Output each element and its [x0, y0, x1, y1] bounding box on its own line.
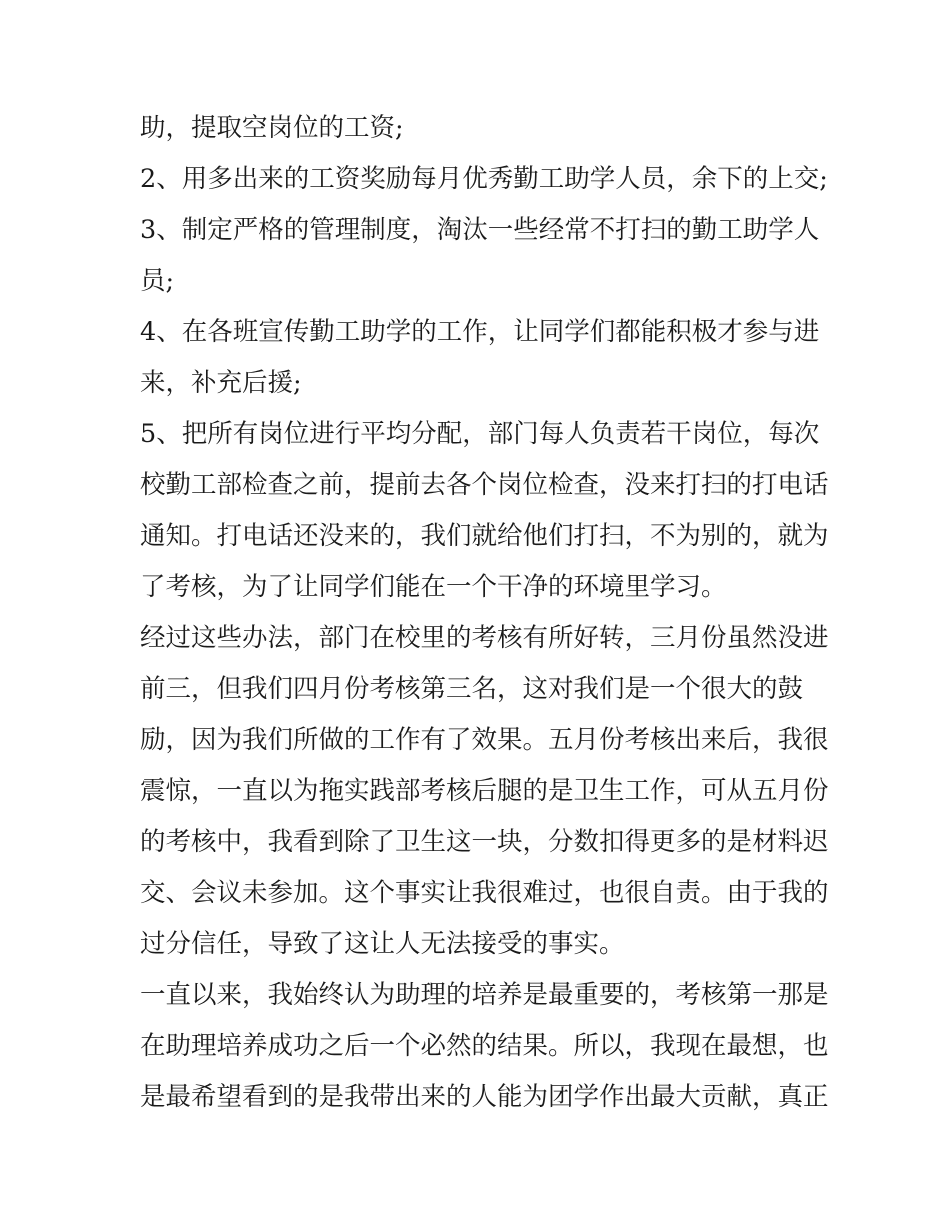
text-line: 通知。打电话还没来的，我们就给他们打扫，不为别的，就为: [140, 521, 829, 551]
text-line: 来，补充后援;: [140, 368, 302, 398]
document-body: [140, 103, 830, 1123]
text-line: 前三，但我们四月份考核第三名，这对我们是一个很大的鼓: [140, 674, 804, 704]
text-line: 助，提取空岗位的工资;: [140, 113, 404, 143]
text-line: 交、会议未参加。这个事实让我很难过，也很自责。由于我的: [140, 878, 829, 908]
text-line: 2、用多出来的工资奖励每月优秀勤工助学人员，余下的上交;: [140, 164, 828, 194]
text-line: 5、把所有岗位进行平均分配，部门每人负责若干岗位，每次: [140, 419, 820, 449]
text-line: 一直以来，我始终认为助理的培养是最重要的，考核第一那是: [140, 980, 829, 1010]
text-line: 的考核中，我看到除了卫生这一块，分数扣得更多的是材料迟: [140, 827, 829, 857]
text-line: 是最希望看到的是我带出来的人能为团学作出最大贡献，真正: [140, 1082, 829, 1112]
text-line: 经过这些办法，部门在校里的考核有所好转，三月份虽然没进: [140, 623, 829, 653]
text-line: 震惊，一直以为拖实践部考核后腿的是卫生工作，可从五月份: [140, 776, 829, 806]
text-line: 在助理培养成功之后一个必然的结果。所以，我现在最想，也: [140, 1031, 829, 1061]
text-line: 过分信任，导致了这让人无法接受的事实。: [140, 929, 625, 959]
text-line: 了考核，为了让同学们能在一个干净的环境里学习。: [140, 572, 727, 602]
text-line: 4、在各班宣传勤工助学的工作，让同学们都能积极才参与进: [140, 317, 820, 347]
text-line: 励，因为我们所做的工作有了效果。五月份考核出来后，我很: [140, 725, 829, 755]
text-line: 员;: [140, 266, 175, 296]
text-line: 校勤工部检查之前，提前去各个岗位检查，没来打扫的打电话: [140, 470, 829, 500]
text-line: 3、制定严格的管理制度，淘汰一些经常不打扫的勤工助学人: [140, 215, 820, 245]
